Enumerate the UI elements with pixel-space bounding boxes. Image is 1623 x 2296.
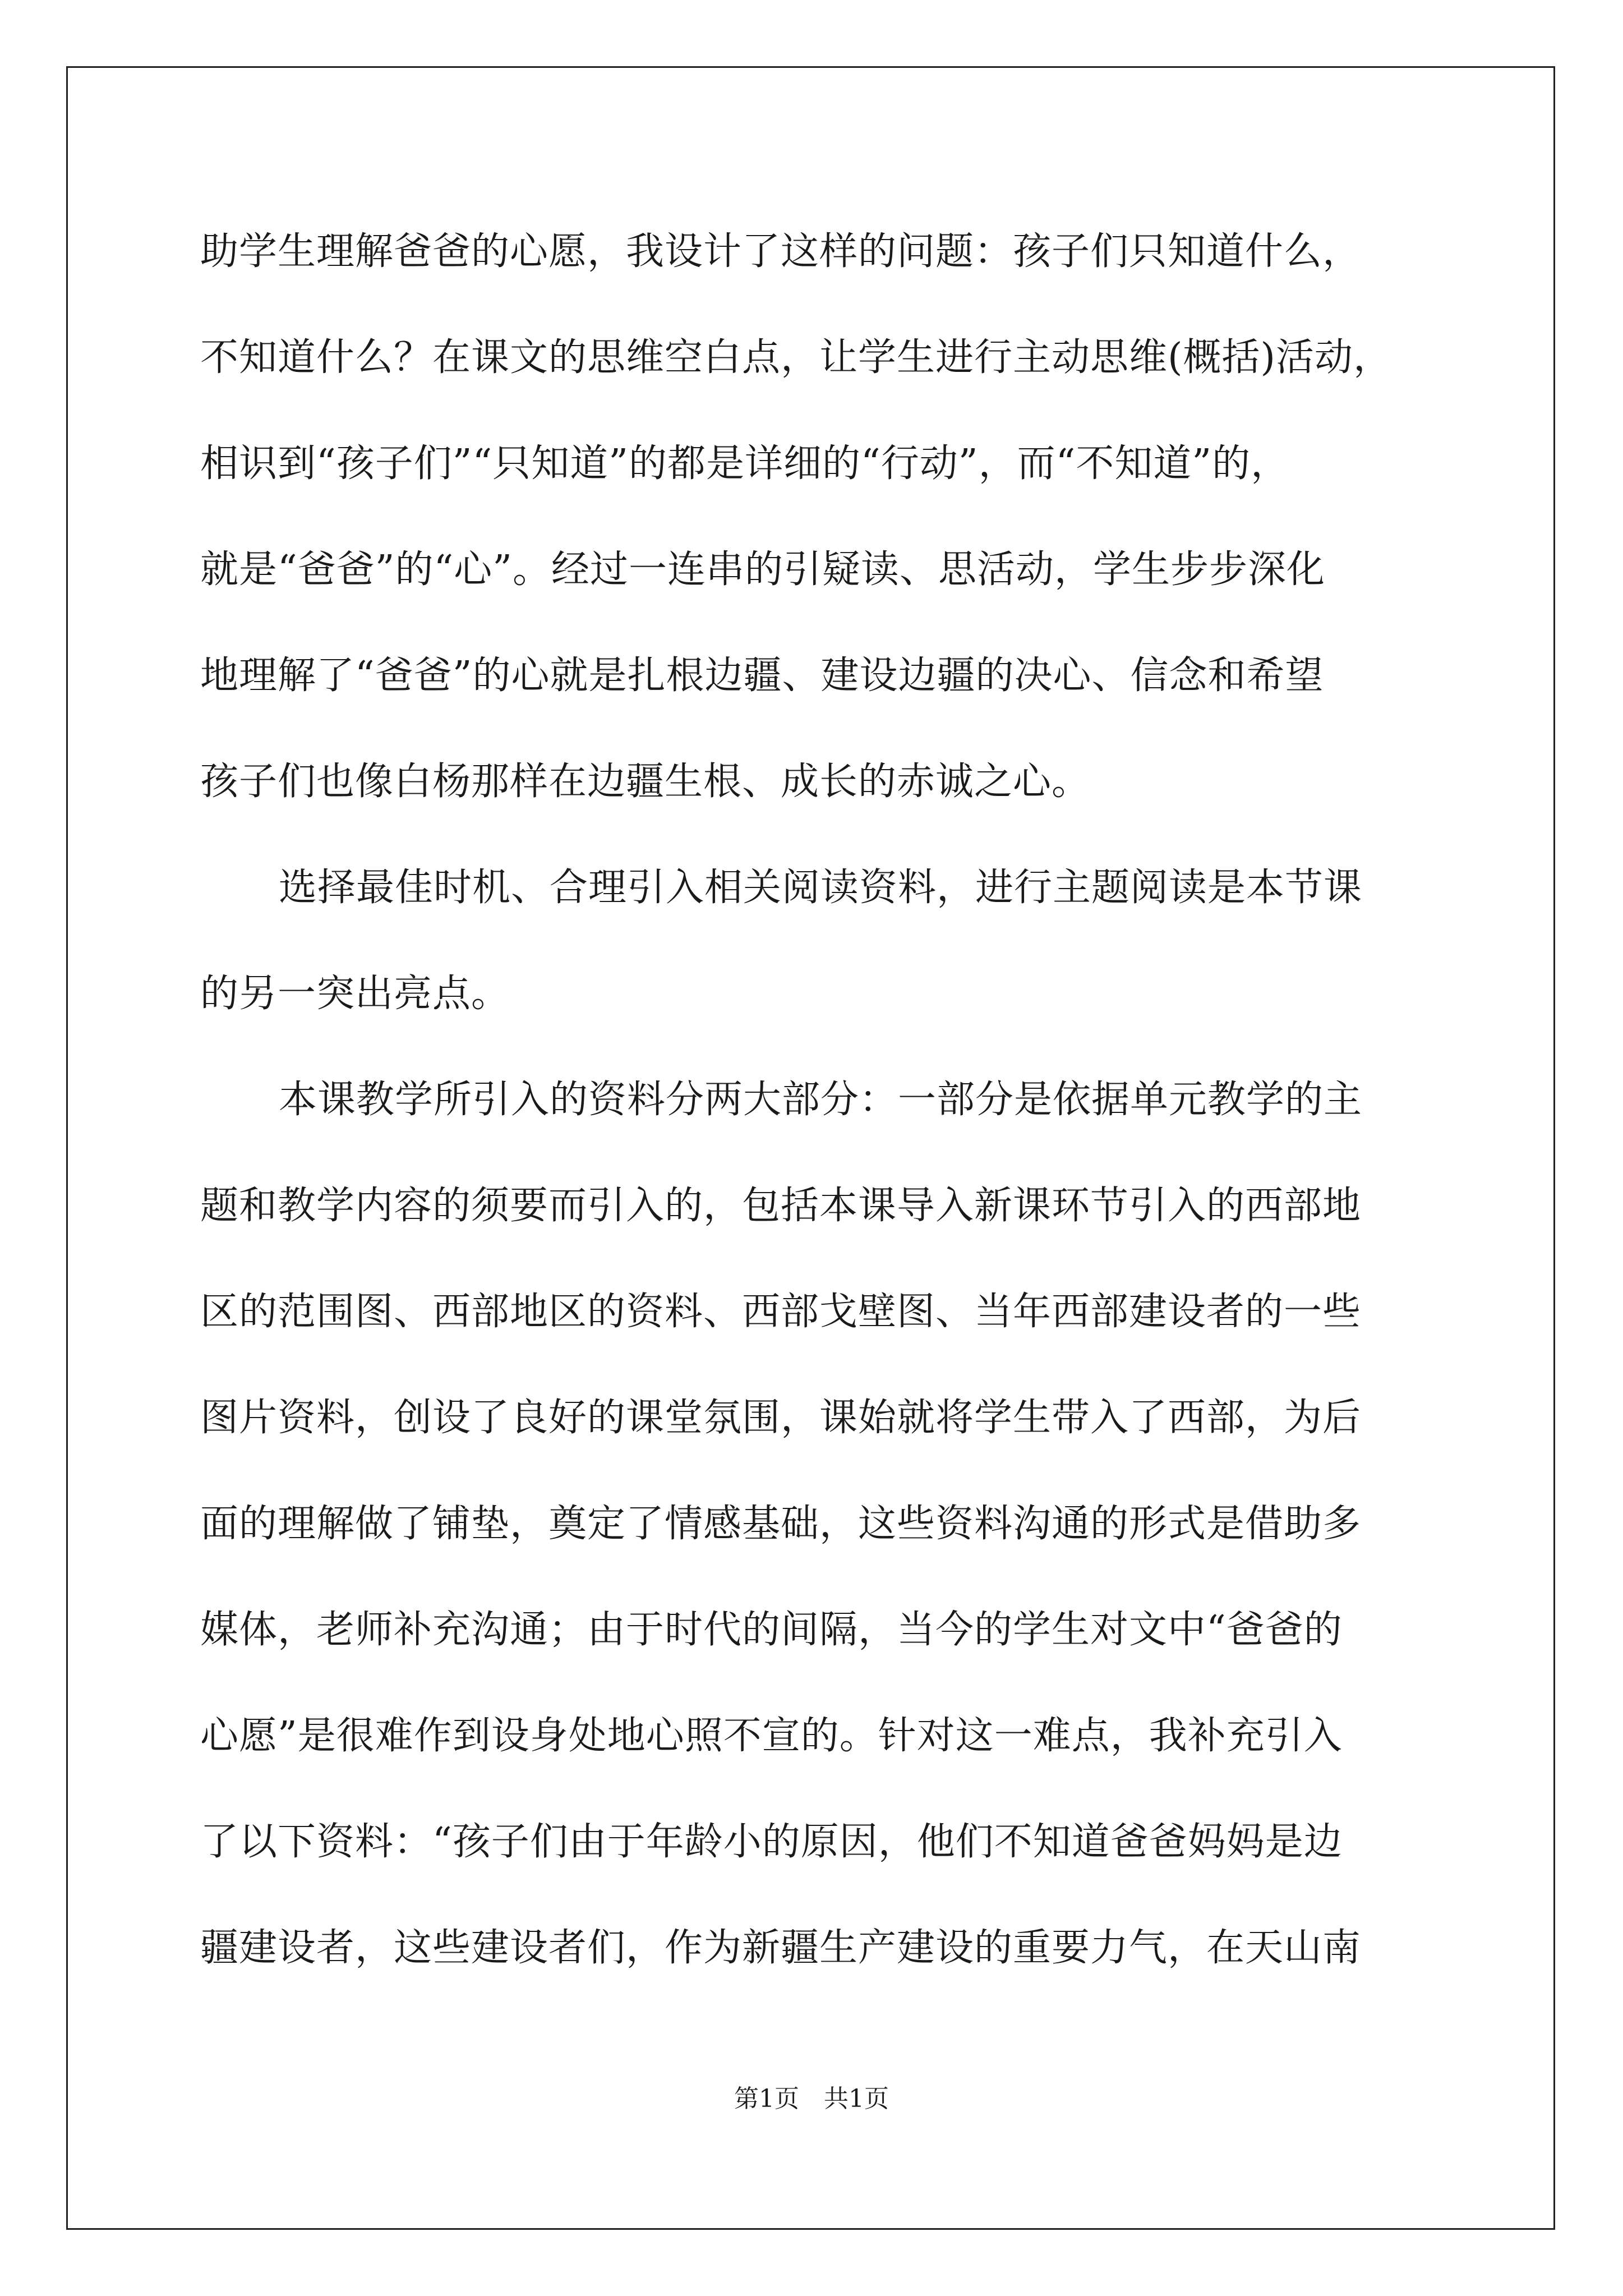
text-line: 了以下资料：“孩子们由于年龄小的原因，他们不知道爸爸妈妈是边 — [200, 1820, 1343, 1864]
text-line: 图片资料，创设了良好的课堂氛围，课始就将学生带入了西部，为后 — [200, 1396, 1362, 1440]
text-line: 助学生理解爸爸的心愿，我设计了这样的问题：孩子们只知道什么， — [200, 229, 1362, 274]
text-line: 的另一突出亮点。 — [200, 972, 510, 1016]
text-line: 区的范围图、西部地区的资料、西部戈壁图、当年西部建设者的一些 — [200, 1290, 1362, 1334]
text-line: 本课教学所引入的资料分两大部分：一部分是依据单元教学的主 — [279, 1078, 1363, 1122]
text-line: 面的理解做了铺垫，奠定了情感基础，这些资料沟通的形式是借助多 — [200, 1502, 1362, 1546]
text-line: 心愿”是很难作到设身处地心照不宣的。针对这一难点，我补充引入 — [200, 1714, 1343, 1758]
document-body — [200, 215, 1434, 2017]
text-line: 媒体，老师补充沟通；由于时代的间隔，当今的学生对文中“爸爸的 — [200, 1608, 1343, 1652]
text-line: 孩子们也像白杨那样在边疆生根、成长的赤诚之心。 — [200, 760, 1091, 804]
text-line: 疆建设者，这些建设者们，作为新疆生产建设的重要力气，在天山南 — [200, 1926, 1362, 1970]
text-line: 选择最佳时机、合理引入相关阅读资料，进行主题阅读是本节课 — [279, 866, 1363, 910]
text-line: 题和教学内容的须要而引入的，包括本课导入新课环节引入的西部地 — [200, 1184, 1362, 1228]
text-line: 就是“爸爸”的“心”。经过一连串的引疑读、思活动，学生步步深化 — [200, 547, 1326, 592]
text-line: 地理解了“爸爸”的心就是扎根边疆、建设边疆的决心、信念和希望 — [200, 654, 1324, 698]
text-line: 相识到“孩子们”“只知道”的都是详细的“行动”，而“不知道”的， — [200, 441, 1290, 486]
text-line: 不知道什么？在课文的思维空白点，让学生进行主动思维(概括)活动， — [200, 335, 1393, 380]
page-number-footer: 第1页 共1页 — [734, 2085, 889, 2113]
